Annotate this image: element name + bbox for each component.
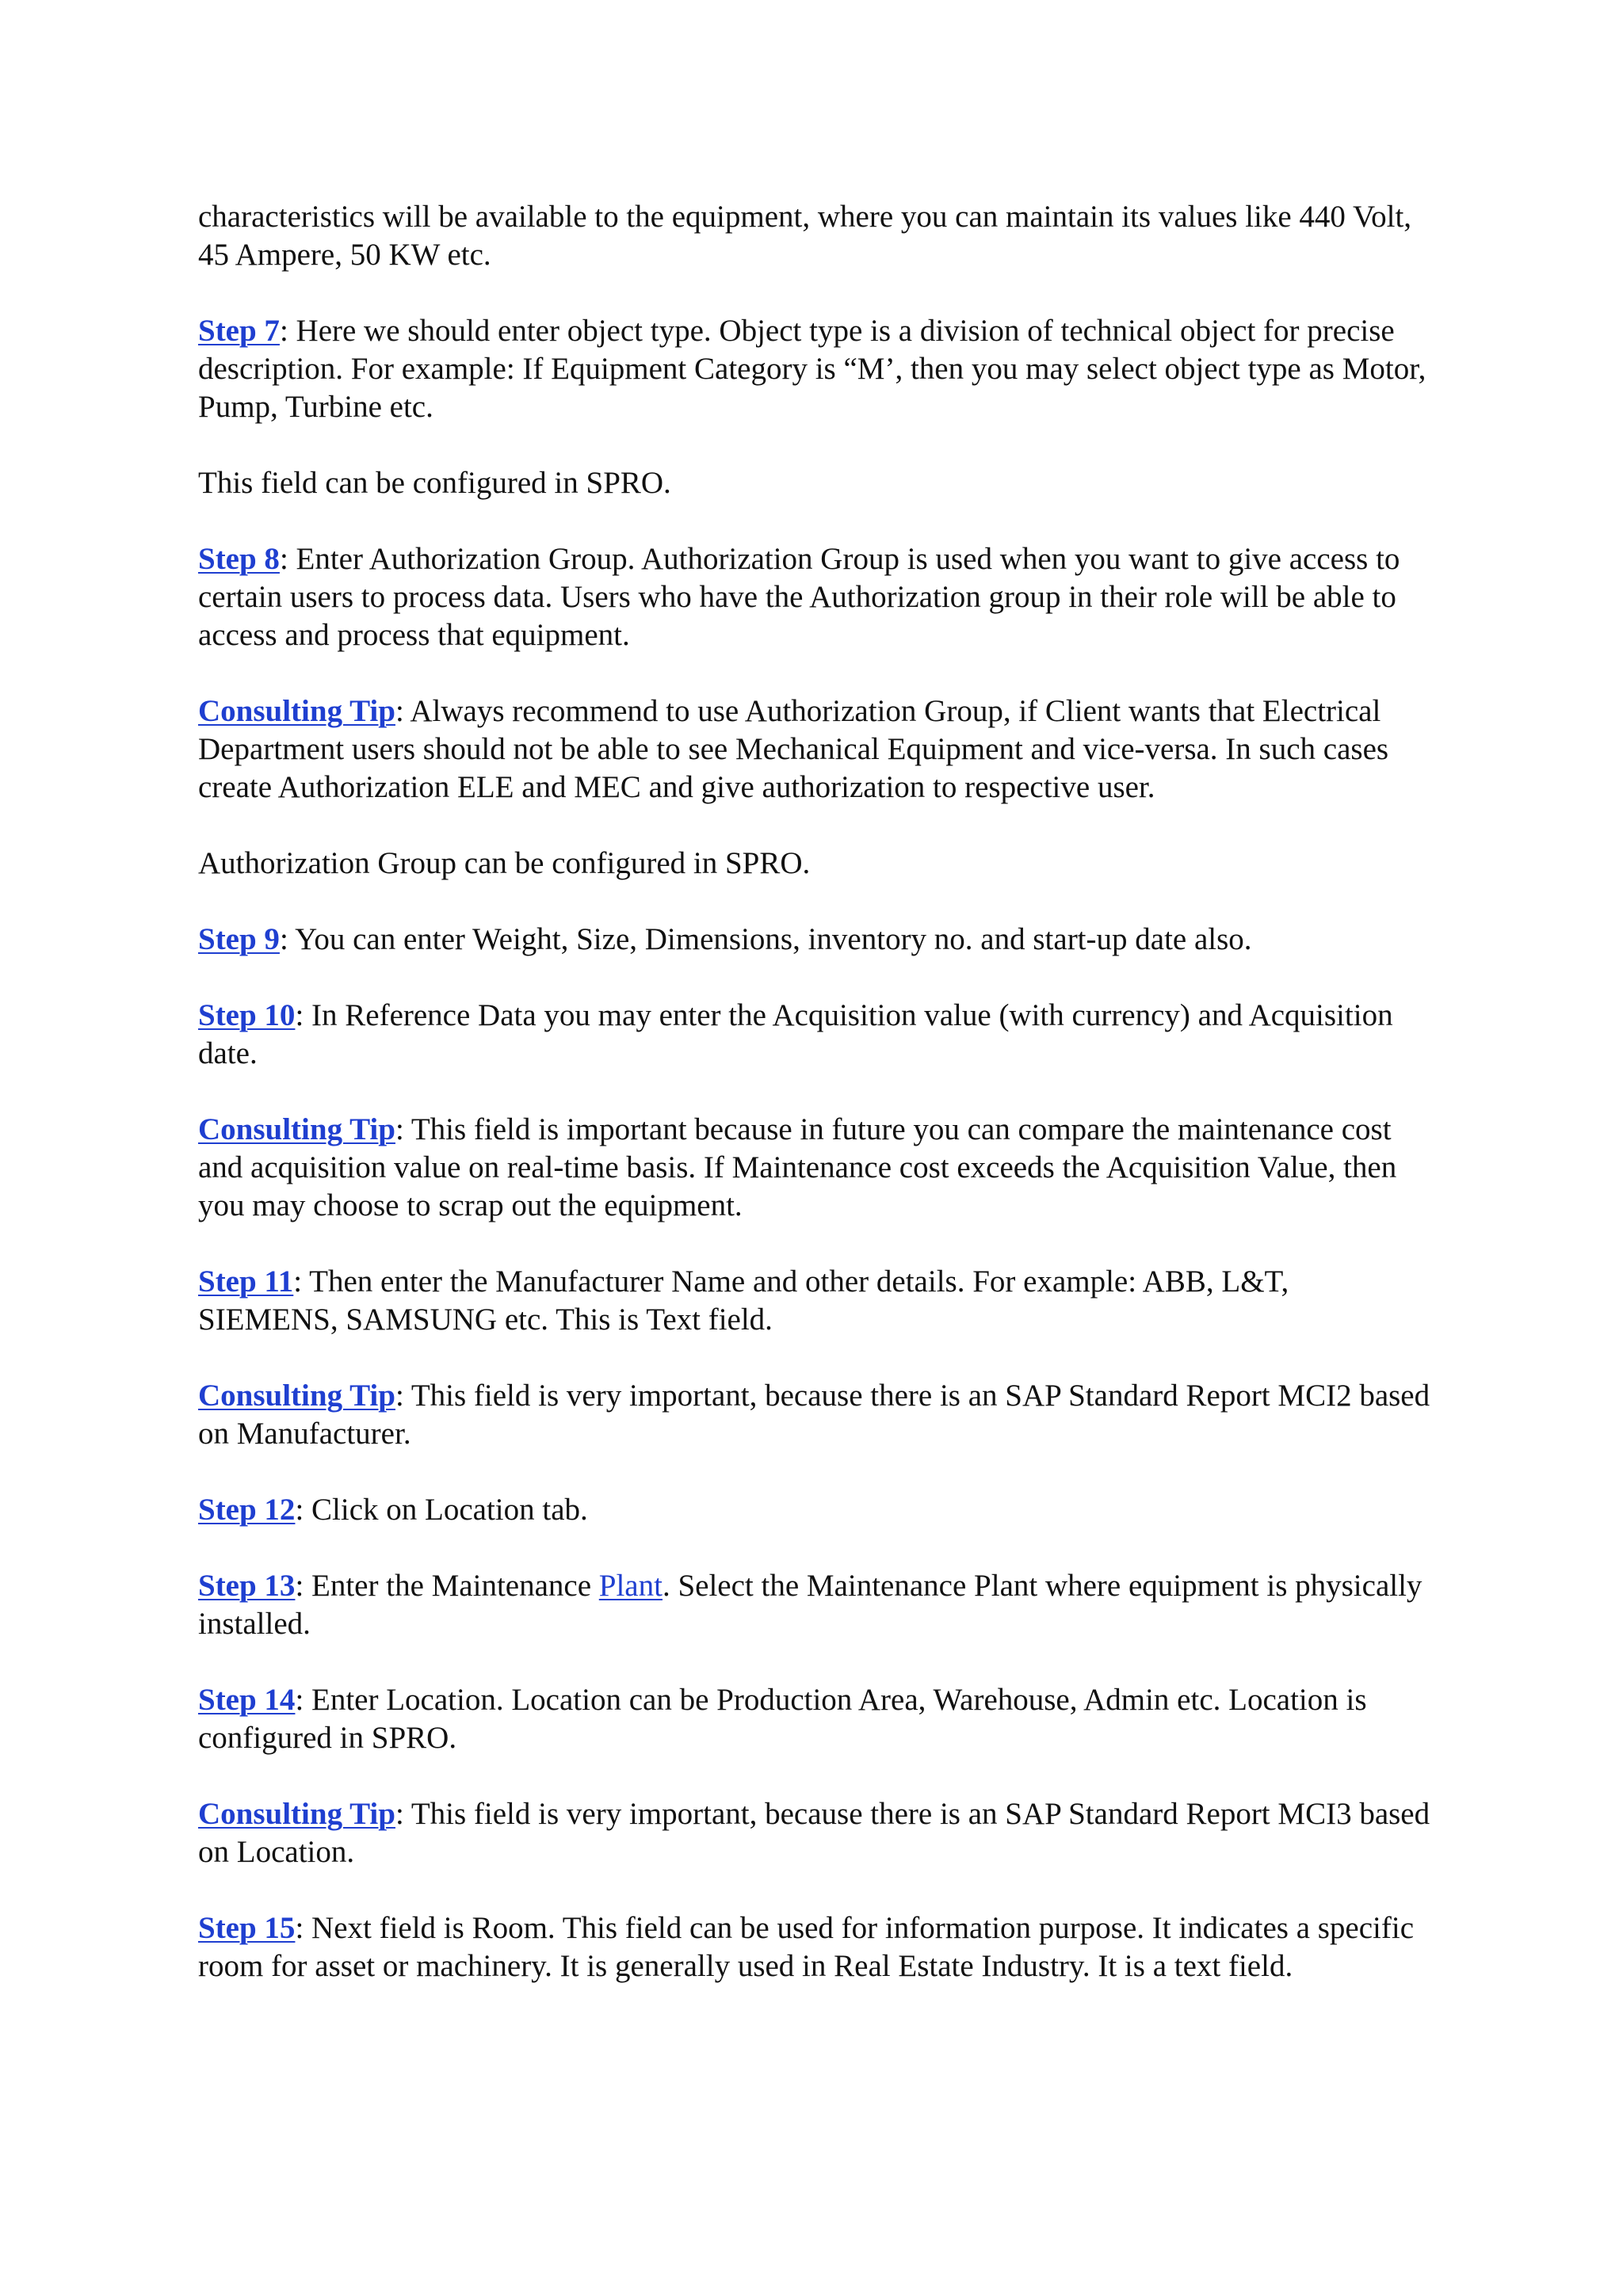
paragraph-text: : Next field is Room. This field can be used for information purpose. It indicates a specific room for asset or machinery. It is generally used in Real Estate Industry. It is a text field.	[198, 1911, 1415, 1983]
paragraph-text: : Then enter the Manufacturer Name and other details. For example: ABB, L&T, SIEMENS, SAMSUNG etc. This is Text field.	[198, 1264, 1289, 1337]
step-12-link[interactable]: Step 12	[198, 1493, 296, 1527]
paragraph-text: : Click on Location tab.	[295, 1493, 588, 1527]
step-11-link[interactable]: Step 11	[198, 1264, 294, 1299]
step-14-link[interactable]: Step 14	[198, 1683, 296, 1717]
paragraph-step-10	[198, 997, 1434, 1073]
paragraph-text: : You can enter Weight, Size, Dimensions, inventory no. and start-up date also.	[279, 922, 1252, 956]
plant-link[interactable]: Plant	[598, 1569, 663, 1603]
paragraph-text: : Always recommend to use Authorization Group, if Client wants that Electrical Department users should not be able to see Mechanical Equipment and vice-versa. In such cases create Authorization ELE and MEC and give authorization to respective user.	[198, 694, 1389, 804]
consulting-tip-link[interactable]: Consulting Tip	[198, 694, 395, 728]
paragraph-step-8	[198, 540, 1434, 654]
paragraph-text: characteristics will be available to the equipment, where you can maintain its values like 440 Volt, 45 Ampere, 50 KW etc.	[198, 200, 1412, 272]
paragraph-characteristics	[198, 198, 1434, 274]
paragraph-step-11	[198, 1263, 1434, 1339]
consulting-tip-link[interactable]: Consulting Tip	[198, 1797, 395, 1831]
paragraph-step-9	[198, 921, 1434, 959]
step-9-link[interactable]: Step 9	[198, 922, 280, 956]
paragraph-step-14	[198, 1681, 1434, 1757]
paragraph-step-13	[198, 1567, 1434, 1643]
step-8-link[interactable]: Step 8	[198, 542, 280, 576]
paragraph-text: : In Reference Data you may enter the Acquisition value (with currency) and Acquisition date.	[198, 998, 1393, 1070]
step-10-link[interactable]: Step 10	[198, 998, 296, 1032]
step-13-link[interactable]: Step 13	[198, 1569, 296, 1603]
paragraph-text: : This field is important because in future you can compare the maintenance cost and acquisition value on real-time basis. If Maintenance cost exceeds the Acquisition Value, then you may choose to scrap out the equipment.	[198, 1112, 1397, 1222]
consulting-tip-link[interactable]: Consulting Tip	[198, 1112, 395, 1146]
paragraph-consulting-tip-1	[198, 692, 1434, 807]
paragraph-step-7	[198, 312, 1434, 426]
document-page	[198, 198, 1434, 2023]
paragraph-spro-note	[198, 464, 1434, 502]
paragraph-consulting-tip-3	[198, 1377, 1434, 1453]
paragraph-text: : Here we should enter object type. Object type is a division of technical object for precise description. For example: If Equipment Category is “M’, then you may select object type as Motor, Pump, Turbine etc.	[198, 314, 1426, 424]
step-15-link[interactable]: Step 15	[198, 1911, 296, 1945]
consulting-tip-link[interactable]: Consulting Tip	[198, 1379, 395, 1413]
paragraph-consulting-tip-2	[198, 1111, 1434, 1225]
paragraph-consulting-tip-4	[198, 1795, 1434, 1871]
paragraph-text: Authorization Group can be configured in SPRO.	[198, 846, 811, 880]
paragraph-step-12	[198, 1491, 1434, 1529]
paragraph-text: : Enter the Maintenance	[295, 1569, 599, 1603]
paragraph-text: : Enter Authorization Group. Authorization Group is used when you want to give access to certain users to process data. Users who have the Authorization group in their role will be able to access and process that equipment.	[198, 542, 1400, 652]
paragraph-text: : Enter Location. Location can be Production Area, Warehouse, Admin etc. Location is configured in SPRO.	[198, 1683, 1367, 1755]
paragraph-text: This field can be configured in SPRO.	[198, 466, 671, 500]
step-7-link[interactable]: Step 7	[198, 314, 280, 348]
paragraph-text: : This field is very important, because there is an SAP Standard Report MCI3 based on Location.	[198, 1797, 1430, 1869]
paragraph-step-15	[198, 1909, 1434, 1985]
paragraph-auth-group-spro	[198, 845, 1434, 883]
paragraph-text: . Select the Maintenance Plant where equipment is physically installed.	[198, 1569, 1423, 1641]
paragraph-text: : This field is very important, because there is an SAP Standard Report MCI2 based on Manufacturer.	[198, 1379, 1430, 1451]
